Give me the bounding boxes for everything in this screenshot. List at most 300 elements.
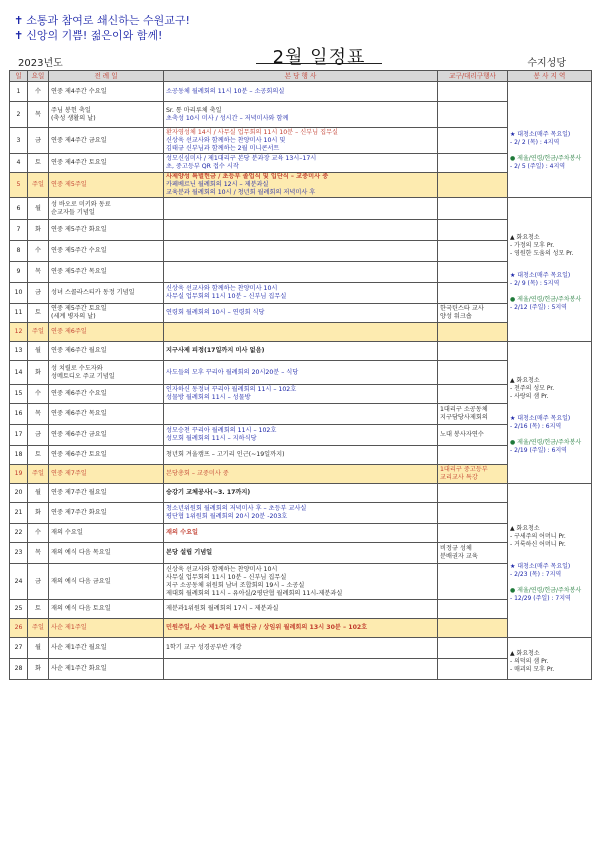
- parish-event-cell: [164, 283, 438, 304]
- col-parish-events: 본 당 행 사: [164, 71, 438, 82]
- parish-event-cell: [164, 154, 438, 173]
- text-line: 성 치릴로 수도자와: [51, 364, 103, 372]
- weekday-cell: 주일: [28, 173, 49, 198]
- liturgy-cell: [49, 241, 164, 262]
- day-cell: 25: [10, 600, 28, 619]
- text-line: 교육분과 월례회의 10시 / 청년회 월례회의 저녁미사 후: [166, 189, 316, 196]
- diocese-event-cell: [438, 524, 508, 543]
- day-cell: 16: [10, 404, 28, 425]
- table-row: [10, 524, 592, 543]
- dot-icon: ●: [510, 154, 518, 162]
- text-line: 연중 제5주간 수요일: [51, 247, 107, 254]
- parish-event-cell: [164, 198, 438, 220]
- spacer: [510, 147, 589, 155]
- text-line: 재의 예식 다음 목요일: [51, 549, 111, 556]
- text-line: 신상욱 선교사와 함께하는 찬양미사 10시: [166, 565, 278, 573]
- diocese-event-cell: [438, 102, 508, 128]
- col-day: 일: [10, 71, 28, 82]
- weekday-cell: 토: [28, 446, 49, 465]
- diocese-event-cell: [438, 659, 508, 680]
- service-note: [510, 131, 589, 139]
- text-line: 재의 수요일: [51, 529, 83, 536]
- table-row: [10, 283, 592, 304]
- service-note: - 매괴의 모후 Pr.: [510, 665, 555, 673]
- day-cell: 19: [10, 465, 28, 484]
- service-note: [510, 272, 589, 280]
- text-line: 성물방 월례회의 11시 – 성물방: [166, 394, 251, 401]
- day-cell: 22: [10, 524, 28, 543]
- service-note: - 가정의 모후 Pr.: [510, 241, 555, 249]
- text-line: 연중 제7주일: [51, 470, 87, 477]
- day-cell: 28: [10, 659, 28, 680]
- table-row: [10, 484, 592, 503]
- service-area-cell: [508, 484, 592, 638]
- weekday-cell: 목: [28, 404, 49, 425]
- day-cell: 18: [10, 446, 28, 465]
- day-cell: 17: [10, 425, 28, 446]
- parish-event-cell: [164, 385, 438, 404]
- parish-event-cell: [164, 484, 438, 503]
- text-line: 초축성 10시 미사 / 성시간 – 저녁미사와 함께: [166, 114, 289, 122]
- day-cell: 1: [10, 82, 28, 102]
- service-note: [510, 650, 589, 658]
- table-row: [10, 600, 592, 619]
- text-line: 평단협 1위원회 월례회의 20시 20분 -203호: [166, 513, 288, 520]
- table-row: [10, 619, 592, 638]
- table-header-row: [10, 71, 592, 82]
- text-line: 제분과1위원회 월례회의 17시 – 제분과실: [166, 605, 279, 612]
- diocese-event-cell: [438, 262, 508, 283]
- table-row: [10, 503, 592, 524]
- weekday-cell: 수: [28, 241, 49, 262]
- text-line: 청년회 겨울캠프 – 고기리 인근(~19일까지): [166, 451, 285, 458]
- liturgy-cell: [49, 361, 164, 385]
- diocese-event-cell: [438, 198, 508, 220]
- spacer: [510, 288, 589, 296]
- liturgy-cell: [49, 465, 164, 484]
- day-cell: 8: [10, 241, 28, 262]
- diocese-event-cell: [438, 404, 508, 425]
- year-label: 2023년도: [18, 58, 63, 69]
- service-note: - 2/12 (주일) : 5지역: [510, 303, 567, 311]
- schedule-table: [9, 70, 592, 680]
- diocese-event-cell: [438, 154, 508, 173]
- service-note: [510, 439, 589, 447]
- parish-event-cell: [164, 425, 438, 446]
- table-row: [10, 543, 592, 564]
- col-diocese-events: 교구/대리구행사: [438, 71, 508, 82]
- parish-event-cell: [164, 102, 438, 128]
- text-line: 성모승천 꾸리아 월례회의 11시 – 102호: [166, 427, 277, 434]
- table-row: [10, 198, 592, 220]
- liturgy-cell: [49, 503, 164, 524]
- text-line: 연중 제6주간 목요일: [51, 410, 107, 417]
- liturgy-cell: [49, 128, 164, 154]
- table-row: [10, 102, 592, 128]
- weekday-cell: 주일: [28, 465, 49, 484]
- service-note: - 구세주의 어머니 Pr.: [510, 532, 566, 540]
- text-line: 연중 제5주간 토요일: [51, 305, 107, 312]
- service-area-cell: [508, 638, 592, 680]
- triangle-icon: ▲: [510, 524, 517, 532]
- diocese-event-cell: [438, 446, 508, 465]
- liturgy-cell: [49, 659, 164, 680]
- weekday-cell: 월: [28, 342, 49, 361]
- col-weekday: 요일: [28, 71, 49, 82]
- parish-event-cell: [164, 638, 438, 659]
- service-note: - 영원한 도움의 성모 Pr.: [510, 249, 574, 257]
- service-note-text: 대청소(매주 목요일): [517, 271, 571, 279]
- title-underline: [256, 63, 382, 64]
- parish-event-cell: [164, 503, 438, 524]
- table-row: [10, 304, 592, 323]
- diocese-event-cell: [438, 241, 508, 262]
- text-line: 연중 제4주간 수요일: [51, 87, 107, 95]
- spacer: [510, 431, 589, 439]
- service-note: - 2/23 (목) : 7지역: [510, 570, 562, 578]
- text-line: 재의 수요일: [166, 529, 199, 536]
- text-line: 1대리구 소공동체: [440, 406, 488, 413]
- text-line: 사순 제1주간 월요일: [51, 644, 107, 651]
- parish-event-cell: [164, 173, 438, 198]
- text-line: 사도들의 모후 꾸리아 월례회의 20시20분 – 식당: [166, 368, 299, 376]
- liturgy-cell: [49, 524, 164, 543]
- day-cell: 4: [10, 154, 28, 173]
- table-row: [10, 446, 592, 465]
- text-line: 순교자들 기념일: [51, 208, 95, 216]
- text-line: 사무실 업무회의 11시 10분 – 신부님 집무실: [166, 573, 287, 581]
- weekday-cell: 수: [28, 524, 49, 543]
- day-cell: 26: [10, 619, 28, 638]
- service-note-text: 화요청소: [516, 233, 540, 241]
- text-line: 교리교사 특강: [440, 474, 478, 481]
- day-cell: 7: [10, 220, 28, 241]
- triangle-icon: ▲: [510, 233, 517, 241]
- parish-event-cell: [164, 524, 438, 543]
- cross-icon: ✝: [14, 14, 24, 27]
- liturgy-cell: [49, 82, 164, 102]
- parish-event-cell: [164, 465, 438, 484]
- dot-icon: ●: [510, 438, 518, 446]
- col-service-area: 봉 사 지 역: [508, 71, 592, 82]
- text-line: 김태규 신부님과 함께하는 2월 미니콘서트: [166, 144, 280, 152]
- diocese-event-cell: [438, 503, 508, 524]
- liturgy-cell: [49, 638, 164, 659]
- weekday-cell: 목: [28, 543, 49, 564]
- liturgy-cell: [49, 283, 164, 304]
- weekday-cell: 금: [28, 425, 49, 446]
- text-line: 연중 제4주간 토요일: [51, 159, 107, 166]
- diocese-event-cell: [438, 425, 508, 446]
- text-line: 1학기 교구 성경공부반 개강: [166, 644, 242, 651]
- parish-event-cell: [164, 564, 438, 600]
- text-line: 성모신심미사 / 제1대리구 본당 분과장 교육 13시–17시: [166, 155, 317, 162]
- weekday-cell: 월: [28, 638, 49, 659]
- parish-event-cell: [164, 82, 438, 102]
- service-note-text: 대청소(매주 목요일): [517, 562, 571, 570]
- service-note: - 의덕의 샘 Pr.: [510, 657, 549, 665]
- star-icon: ★: [510, 562, 518, 570]
- spacer: [510, 401, 589, 415]
- parish-event-cell: [164, 241, 438, 262]
- service-note-text: 대청소(매주 목요일): [517, 414, 571, 422]
- table-row: [10, 404, 592, 425]
- service-note: [510, 587, 589, 595]
- weekday-cell: 수: [28, 82, 49, 102]
- weekday-cell: 목: [28, 102, 49, 128]
- weekday-cell: 수: [28, 385, 49, 404]
- table-row: [10, 342, 592, 361]
- table-row: [10, 465, 592, 484]
- diocese-event-cell: [438, 173, 508, 198]
- service-note: [510, 155, 589, 163]
- text-line: 노대 봉사자연수: [440, 431, 484, 438]
- text-line: 성녀 스콜라스티카 동정 기념일: [51, 289, 135, 296]
- text-line: 재의 예식 다음 토요일: [51, 605, 111, 612]
- text-line: 소공동체 월례회의 11시 10분 – 소공회의실: [166, 87, 285, 95]
- cross-icon: ✝: [14, 29, 24, 42]
- parish-event-cell: [164, 323, 438, 342]
- liturgy-cell: [49, 425, 164, 446]
- service-note-text: 대청소(매주 목요일): [517, 130, 571, 138]
- weekday-cell: 토: [28, 600, 49, 619]
- page-title: 2월 일정표: [272, 47, 366, 68]
- weekday-cell: 금: [28, 128, 49, 154]
- liturgy-cell: [49, 173, 164, 198]
- table-row: [10, 659, 592, 680]
- day-cell: 9: [10, 262, 28, 283]
- col-liturgy: 전 례 일: [49, 71, 164, 82]
- parish-event-cell: [164, 446, 438, 465]
- text-line: 인자하신 동정녀 꾸리아 월례회의 11시 – 102호: [166, 386, 297, 393]
- weekday-cell: 월: [28, 198, 49, 220]
- diocese-event-cell: [438, 82, 508, 102]
- service-note: - 2/16 (목) : 6지역: [510, 422, 562, 430]
- diocese-event-cell: [438, 465, 508, 484]
- parish-event-cell: [164, 220, 438, 241]
- day-cell: 5: [10, 173, 28, 198]
- parish-event-cell: [164, 361, 438, 385]
- diocese-event-cell: [438, 283, 508, 304]
- text-line: 비정규 성체: [440, 545, 472, 552]
- text-line: 재의 예식 다음 금요일: [51, 577, 111, 585]
- weekday-cell: 목: [28, 262, 49, 283]
- spacer: [510, 549, 589, 563]
- liturgy-cell: [49, 154, 164, 173]
- table-row: [10, 564, 592, 600]
- table-row: [10, 638, 592, 659]
- text-line: 연중 제5주간 목요일: [51, 268, 107, 275]
- triangle-icon: ▲: [510, 649, 517, 657]
- weekday-cell: 월: [28, 484, 49, 503]
- service-note: - 2/19 (주일) : 6지역: [510, 446, 567, 454]
- day-cell: 27: [10, 638, 28, 659]
- text-line: 승강기 교체공사(~3. 17까지): [166, 489, 251, 496]
- parish-event-cell: [164, 619, 438, 638]
- service-note: - 12/29 (주일) : 7지역: [510, 594, 571, 602]
- day-cell: 20: [10, 484, 28, 503]
- day-cell: 11: [10, 304, 28, 323]
- text-line: 청소년위원회 월례회의 저녁미사 후 – 초등부 교사실: [166, 505, 307, 512]
- liturgy-cell: [49, 198, 164, 220]
- day-cell: 15: [10, 385, 28, 404]
- diocese-event-cell: [438, 342, 508, 361]
- text-line: 연중 제7주간 화요일: [51, 509, 107, 516]
- motto-line-2: ✝ 신앙의 기쁨! 젊은이와 함께!: [14, 29, 163, 42]
- text-line: 지구담당사제회의: [440, 414, 488, 421]
- service-note-text: 제율/연령/헌금/주차봉사: [517, 586, 582, 594]
- weekday-cell: 화: [28, 659, 49, 680]
- parish-event-cell: [164, 262, 438, 283]
- weekday-cell: 주일: [28, 323, 49, 342]
- text-line: 양성 워크숍: [440, 313, 472, 320]
- text-line: 사제양성 특별헌금 / 초등부 졸업식 및 입단식 – 교중미사 중: [166, 173, 329, 180]
- text-line: 연중 제6주일: [51, 328, 87, 335]
- liturgy-cell: [49, 484, 164, 503]
- weekday-cell: 화: [28, 361, 49, 385]
- parish-event-cell: [164, 543, 438, 564]
- text-line: 연중 제4주간 금요일: [51, 136, 107, 144]
- service-area-cell: [508, 82, 592, 198]
- table-row: [10, 154, 592, 173]
- star-icon: ★: [510, 414, 518, 422]
- text-line: 사순 제1주일: [51, 624, 87, 631]
- service-note: [510, 563, 589, 571]
- service-note: [510, 296, 589, 304]
- star-icon: ★: [510, 130, 518, 138]
- table-row: [10, 128, 592, 154]
- diocese-event-cell: [438, 128, 508, 154]
- liturgy-cell: [49, 220, 164, 241]
- day-cell: 3: [10, 128, 28, 154]
- day-cell: 2: [10, 102, 28, 128]
- text-line: 1대리구 중고등부: [440, 466, 488, 473]
- diocese-event-cell: [438, 564, 508, 600]
- service-note-text: 제율/연령/헌금/주차봉사: [517, 295, 582, 303]
- text-line: 주님 봉헌 축일: [51, 106, 91, 114]
- weekday-cell: 토: [28, 154, 49, 173]
- diocese-event-cell: [438, 220, 508, 241]
- day-cell: 6: [10, 198, 28, 220]
- service-note: [510, 234, 589, 242]
- service-note: - 2/ 2 (목) : 4지역: [510, 138, 560, 146]
- service-note: - 천주의 성모 Pr.: [510, 384, 555, 392]
- parish-event-cell: [164, 600, 438, 619]
- text-line: 초, 중고등부 QR 접수 시작: [166, 163, 239, 170]
- service-area-cell: [508, 342, 592, 484]
- weekday-cell: 토: [28, 304, 49, 323]
- liturgy-cell: [49, 446, 164, 465]
- text-line: 연중 제6주간 토요일: [51, 451, 107, 458]
- text-line: 사무실 업무회의 11시 10분 – 신부님 집무실: [166, 293, 287, 300]
- liturgy-cell: [49, 404, 164, 425]
- day-cell: 24: [10, 564, 28, 600]
- text-line: 연중 제5주일: [51, 181, 87, 188]
- parish-name: 수지성당: [527, 58, 566, 69]
- table-row: [10, 82, 592, 102]
- day-cell: 14: [10, 361, 28, 385]
- service-note: [510, 415, 589, 423]
- weekday-cell: 화: [28, 220, 49, 241]
- service-note-text: 제율/연령/헌금/주차봉사: [517, 154, 582, 162]
- text-line: 카페베르닌 월례회의 12시 – 제분과실: [166, 181, 269, 188]
- text-line: 연중 제7주간 월요일: [51, 489, 107, 496]
- weekday-cell: 화: [28, 503, 49, 524]
- text-line: 지구사제 피정(17일까지 미사 없음): [166, 347, 265, 354]
- weekday-cell: 금: [28, 283, 49, 304]
- text-line: 연중 제6주간 금요일: [51, 431, 107, 438]
- star-icon: ★: [510, 271, 518, 279]
- liturgy-cell: [49, 564, 164, 600]
- spacer: [510, 258, 589, 272]
- liturgy-cell: [49, 323, 164, 342]
- text-line: 연중 제6주간 월요일: [51, 347, 107, 354]
- text-line: 신상욱 선교사와 함께하는 찬양미사 10시 및: [166, 136, 286, 144]
- liturgy-cell: [49, 262, 164, 283]
- liturgy-cell: [49, 385, 164, 404]
- table-row: [10, 173, 592, 198]
- service-note: - 사랑의 샘 Pr.: [510, 392, 549, 400]
- table-row: [10, 262, 592, 283]
- day-cell: 10: [10, 283, 28, 304]
- weekday-cell: 주일: [28, 619, 49, 638]
- spacer: [510, 579, 589, 587]
- text-line: Sr. 통 마리루체 축일: [166, 106, 222, 114]
- parish-event-cell: [164, 342, 438, 361]
- text-line: 연중 제6주간 수요일: [51, 390, 107, 397]
- spacer: [510, 109, 589, 131]
- liturgy-cell: [49, 600, 164, 619]
- text-line: 성메토디오 주교 기념일: [51, 372, 115, 380]
- day-cell: 21: [10, 503, 28, 524]
- diocese-event-cell: [438, 543, 508, 564]
- liturgy-cell: [49, 342, 164, 361]
- service-area-cell: [508, 198, 592, 342]
- table-row: [10, 425, 592, 446]
- text-line: (축성 생활의 날): [51, 114, 96, 122]
- service-note: - 2/ 5 (주일) : 4지역: [510, 162, 566, 170]
- dot-icon: ●: [510, 295, 518, 303]
- text-line: 지구 소공동체 위원회 남녀 조합회의 19시 – 소공실: [166, 581, 305, 589]
- motto-line-1: ✝ 소통과 참여로 쇄신하는 수원교구!: [14, 14, 190, 27]
- text-line: (세계 병자의 날): [51, 313, 96, 320]
- table-row: [10, 220, 592, 241]
- day-cell: 12: [10, 323, 28, 342]
- service-note-text: 화요청소: [516, 524, 540, 532]
- diocese-event-cell: [438, 600, 508, 619]
- liturgy-cell: [49, 543, 164, 564]
- service-note-text: 제율/연령/헌금/주차봉사: [517, 438, 582, 446]
- text-line: 성 바오로 미키와 동료: [51, 200, 111, 208]
- liturgy-cell: [49, 102, 164, 128]
- diocese-event-cell: [438, 484, 508, 503]
- day-cell: 13: [10, 342, 28, 361]
- text-line: 연령회 월례회의 10시 – 연령회 식당: [166, 309, 265, 316]
- service-note-text: 화요청소: [516, 376, 540, 384]
- service-note-text: 화요청소: [516, 649, 540, 657]
- text-line: 연중 제5주간 화요일: [51, 226, 107, 233]
- text-line: 민원주일, 사순 제1주일 특별헌금 / 상임위 월례회의 13시 30분 – 102호: [166, 624, 368, 631]
- table-row: [10, 361, 592, 385]
- parish-event-cell: [164, 659, 438, 680]
- text-line: 한국틴스타 교사: [440, 305, 484, 312]
- table-row: [10, 241, 592, 262]
- text-line: 본당 설립 기념일: [166, 549, 213, 556]
- text-line: 성모회 월례회의 11시 – 지하식당: [166, 435, 257, 442]
- table-row: [10, 323, 592, 342]
- diocese-event-cell: [438, 638, 508, 659]
- text-line: 신상욱 선교사와 함께하는 찬양미사 10시: [166, 285, 278, 292]
